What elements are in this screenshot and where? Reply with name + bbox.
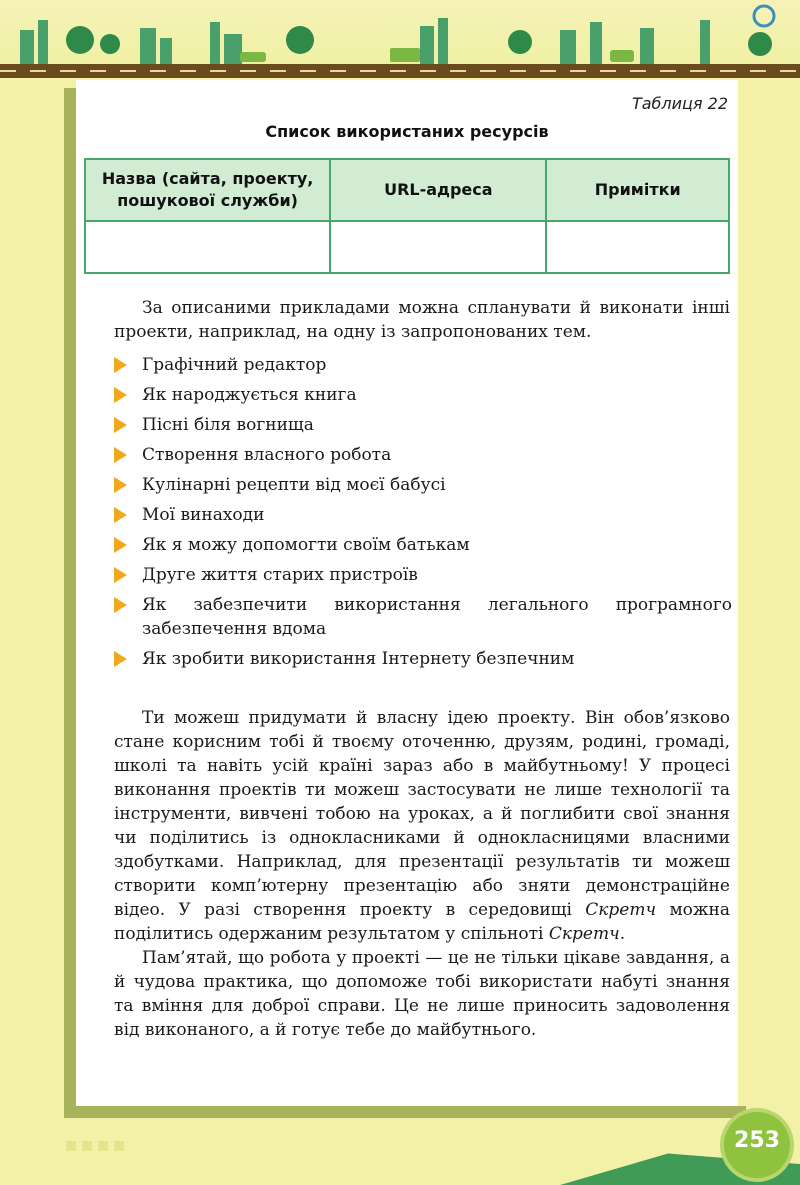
table-header-row <box>85 159 729 221</box>
list-item-text: Як зробити використання Інтернету безпечним <box>142 649 575 669</box>
page-bottom-border <box>64 1106 746 1118</box>
list-item <box>112 533 732 557</box>
triangle-bullet-icon <box>114 477 127 493</box>
list-item-text: Друге життя старих пристроїв <box>142 565 418 585</box>
magnifier-icon <box>754 6 774 26</box>
list-item <box>112 593 732 641</box>
paragraph-own-idea <box>114 706 730 946</box>
top-banner <box>0 0 800 78</box>
table-cell <box>330 221 546 273</box>
triangle-bullet-icon <box>114 651 127 667</box>
list-item <box>112 503 732 527</box>
list-item-text: Як народжується книга <box>142 385 357 405</box>
table-row <box>85 221 729 273</box>
list-item <box>112 563 732 587</box>
table-cell <box>85 221 330 273</box>
triangle-bullet-icon <box>114 447 127 463</box>
intro-text <box>114 296 730 344</box>
table-title: Список використаних ресурсів <box>265 122 549 141</box>
decorative-squares <box>66 1136 130 1155</box>
paragraph-remember: Пам’ятай, що робота у проекті — це не тільки цікаве завдання, а й чудова практика, що допоможе тобі використати набуті знання та вміння для доброї справи. Це не лише приносить задоволення від виконаного, а й готує тебе до майбутнього. <box>114 948 730 1040</box>
list-item <box>112 383 732 407</box>
list-item-text: Кулінарні рецепти від моєї бабусі <box>142 475 446 495</box>
triangle-bullet-icon <box>114 507 127 523</box>
header-name: Назва (сайта, проекту, пошукової служби) <box>85 159 330 221</box>
road-line <box>0 70 800 72</box>
list-item-text: Мої винаходи <box>142 505 265 525</box>
list-item <box>112 473 732 497</box>
paragraph-text: . <box>619 924 626 944</box>
list-item-text: Як я можу допомогти своїм батькам <box>142 535 470 555</box>
triangle-bullet-icon <box>114 567 127 583</box>
list-item-text: Як забезпечити використання легального програмного забезпечення вдома <box>142 595 732 639</box>
paragraph-text: можна поділитись одержаним результатом у спільноті <box>114 900 731 944</box>
list-item <box>112 413 732 437</box>
header-notes: Примітки <box>546 159 729 221</box>
list-item <box>112 353 732 377</box>
page-number: 253 <box>734 1128 780 1153</box>
list-item <box>112 443 732 467</box>
list-item-text: Пісні біля вогнища <box>142 415 314 435</box>
triangle-bullet-icon <box>114 387 127 403</box>
page-content <box>76 80 738 1106</box>
page-left-border <box>64 88 76 1118</box>
scratch-term: Скретч <box>548 924 620 944</box>
table-caption: Таблиця 22 <box>631 94 728 113</box>
list-item-text: Створення власного робота <box>142 445 392 465</box>
triangle-bullet-icon <box>114 537 127 553</box>
body-text <box>114 706 730 1042</box>
resources-table <box>84 158 730 274</box>
list-item-text: Графічний редактор <box>142 355 327 375</box>
topics-list <box>112 353 732 677</box>
paragraph-text: Ти можеш придумати й власну ідею проекту. Він обов’язково стане корисним тобі й твоєму оточенню, друзям, родині, громаді, школі та навіть усій країні зараз або в майбутньому! У процесі виконання проектів ти можеш застосувати не лише технології та інструменти, вивчені тобою на уроках, а й поглибити свої знання чи поділитись із однокласниками й однокласницями власними здобутками. Наприклад, для презентації результатів ти можеш створити комп’ютерну презентацію або зняти демонстраційне відео. У разі створення проекту в середовищі <box>114 708 730 920</box>
triangle-bullet-icon <box>114 357 127 373</box>
triangle-bullet-icon <box>114 597 127 613</box>
intro-paragraph: За описаними прикладами можна спланувати й виконати інші проекти, наприклад, на одну із запропонованих тем. <box>114 298 730 342</box>
table-cell <box>546 221 729 273</box>
list-item <box>112 647 732 671</box>
scratch-term: Скретч <box>585 900 657 920</box>
header-url: URL-адреса <box>330 159 546 221</box>
triangle-bullet-icon <box>114 417 127 433</box>
